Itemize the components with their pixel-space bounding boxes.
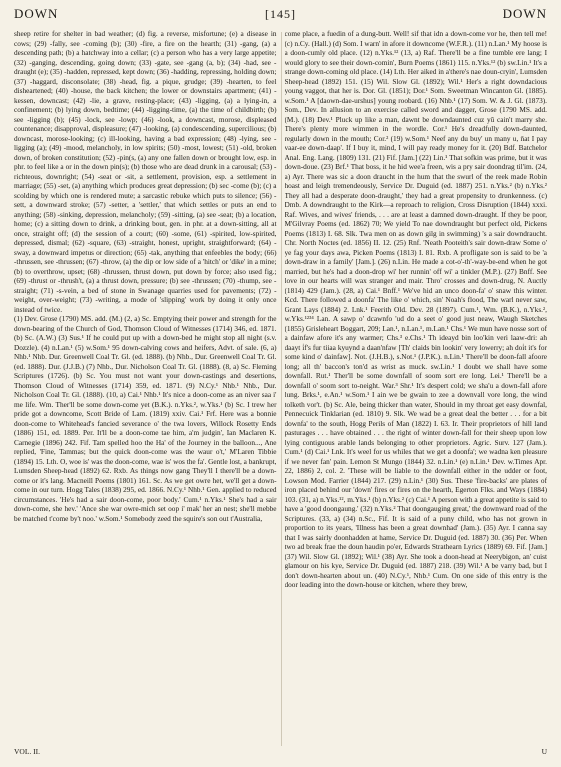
page-number: [145] <box>265 7 296 21</box>
page-footer <box>14 747 547 759</box>
header-left-title: DOWN <box>14 6 59 21</box>
left-column-paragraph: (1) Dev. Grose (1790) MS. add. (M.) (2, a) Sc. Emptying their power and strength for the down-bearing of the Church of God, Thomson Cloud of Witnesses (1714) 346, ed. 1871. (b) Sc. (A.W.) (3) Sus.¹ If he could put up with a down-bed he might stop all night (s.v. Dozzle). (4) n.Lan.¹ (5) w.Som.¹ 95 down-calving cows and heifers, Advt. of sale. (6, a) Nhb.¹ Nhb. Dur. Greenwell Coal Tr. Gl. (ed. 1888). (b) Nhb., Dur. Greenwell Coal Tr. Gl. (ed. 1888). Dur. (J.J.B.) (7) Nhb., Dur. Nicholson Coal Tr. Gl. (1888). (8, a) Sc. Fleming Scriptures (1726). (b) Sc. You must not want your down-castings and desertions, Thomson Cloud of Witnesses (1714) 359, ed. 1871. (9) N.Cy.¹ Nhb.¹ Nhb., Dur. Nicholson Coal Tr. Gl. (1888). (10, a) Cai.¹ Nhb.¹ It's nice a doon-come as an niver saa i' me life. Wm. Ther'll be some down-come yet (B.K.). n.Yks.², w.Yks.¹ (b) Sc. I trew her pride got a downcome, Scott Bride of Lam. (1819) xxiv. Cai.¹ Frf. Here was a bonnie doon-come to Whitehead's fancied severance o' the twa lovers, Willock Rosetty Ends (1886) 151, ed. 1889. Per. It'll be a doon-come tae him, a'm judgin', Ian Maclaren K. Carnegie (1896) 242. Fif. Tam spelled hoo the Ha' of the Journey in the balloon..., Ane replied, 'Fine, Tammas; but the quick doon-come was the waur o't,' M'Laren Tibbie (1894) 15. Lth. O, woe is' was the doon-come, wae is' wos the fa'. Gentle lost, a bankrupt, Lumsden Sheep-head (1892) 62. Rxb. As things now gang They'll I there'll be a down-come or it's lang. Macneill Poems (1801) 161. Sc. As we get owre het, we'll get a down-come in our turn. Hogg Tales (1838) 295, ed. 1866. N.Cy.¹ Nhb.¹ Gen. applied to reduced circumstances. 'He's had a sair doon-come, poor body.' Cum.¹ n.Yks.¹ She's had a sair down-come, she hev.' 'Ance she war owre-mich set oop i' mak' her an nest; she'll mebbe be matched t'come by't noo.' w.Som.¹ Somebody zeed the squire's son out t'Australia, <box>14 314 277 523</box>
column-divider <box>281 32 282 746</box>
signature-mark: U <box>541 747 547 756</box>
left-column <box>14 29 277 755</box>
right-column-paragraph: come place, a fuedin of a dung-butt. Well! sif that idn a down-come vor he, then tell me! (c) n.Cy. (Hall.) (d) Som. I warn' in afore it downcome (W.F.R.). (11) n.Lan.¹ My hoose is a doon-cumly old place. (12) n.Yks.¹² (13, a) Raf. There'll be a fine tumble ere lang; I would glory to see their down-comin', Burn Poems (1861) 115. n.Yks.¹² (b) sw.Lin.¹ It's a strange down-coming old place. (14) Lth. Her aiked in a'there's nae doun-cryin', Lumsden Sheep-head (1892) 151. (15) Wil. Slow Gl. (1892); Wil.¹ Her's a right downdacious young vaggot, that her is. Dor. Gl. (1851); Dor.¹ Som. Sweetman Wincanton Gl. (1885). w.Som.¹ A [daown-dae-urshus] young roobard. (16) Nhb.¹ (17) Som. W. & J. Gl. (1873). Som., Dev. In allusion to an exercise called sword and dagger, Grose (1790 MS. add. (M.). (18) Dev.¹ Pluck up like a man, dawnt be downdaunted cuz yū cain't marry she. There's plenty more wimmen in the wordle. Cor.¹ He's dreadfully down-daunted, regularly down in the mouth; Cor.² (19) w.Som.¹ Neef any du buy' un many u, n̄at I pay vaar-ee down-daap'. If I buy it, mind, I will pay ready money for it. (20) Bdf. Batchelor Anal. Eng. Lang. (1809) 131. (21) Fif. [Jam.] (22) Lin.¹ That sofkin was prime, but it was down-doue. (23) Brf.¹ That boss, it he hid wee'a freen, wis a pry sair doondrag til'im. (24, a) Ayr. There was sic a doon draucht in the hum that the swurl of the reek made Robin hoast and leigh tremendeously, Service Dr. Duguid (ed. 1887) 251. n.Yks.² (b) n.Yks.² They all had a desperate doon-draught,' they had a great propensity to drunkenness. (c) Dmb. A downdraught to the Kirk—a reproach to religion, Cross Disruption (1844) xxxi. Raf. Wives, and wives' friends, . . . are at least a damned down-draught. If they be poor, M'Gilvray Poems (ed. 1862) 70; We yield To nae downdraught but perfect old, Pickens Poems (1813) I. 68. Slk. Twa men on as down gilg in swimming) 's a sair downdraucht. Chr. North Noctes (ed. 1856) II. 12. (25) Rnf. 'Neath Pooteith's sair down-draw Some o' ye fag your days awa, Picken Poems (1813) I. 81. Rxb. A profligate son is said to be 'a down-draw in a family' [Jam.]. (26) n.Lin. He made a cot-o'-th'-way-be-end when he got married, but he's had a doon-drop wi' her runnin' off wi' a tinkler (M.P.). (27) Bnff. See love in our hearts will wax stranger and mair. Thro' crosses and down-drug, N. Auctly (1814) 429 (Jam.). (28, a) Cai.¹ Bnff.¹ We've hid an unco doon-fa' o' snaw this winter. Kcd. There followed a doonfa' The like o' which, sin' Noah's flood, The warl never saw, Grant Lays (1884) 2. Lnk.¹ Feerith Old. Dev. 28 (1897). Cum.¹, Wm. (B.K.), n.Yks.², w.Yks.¹²³⁴ Lan. A sawp o' dcawnfo 'ud do a seet o' good just neaw, Waugh Sketches (1855) Grisleheart Boggart, 209; Lan.¹, n.Lan.¹, m.Lan.¹ Chs.¹ We mun have nosse sort of a dainfaw afore it's any warmer; Chs.³ e.Chs.¹ Th ideayd bin loo'kin veri laaw-dri: ah daayt i̇f's fur tiiaa kyuynd a daan'nfaw [Th' claids bin lookin' very lowerry; ah doi̇t it's for some kind o' dainfaw]. Not. (J.H.B.), s.Not.¹ (J.P.K.). n.Lin.¹ There'll be doon-fall afoore long; all th' baccon's ton'd as wrist as muck. sw.Lin.¹ I doubt we shall have some downfall. Rut.¹ Ther'll be some downfall of soom sort ere long. Lei.¹ There'll be a downfall o' soom sort to-neight. War.³ Shr.¹ It's despert cold; we sha'u a down-fall afore lung. Brks.¹, e.An.¹ w.Som.¹ I ain we be gwain to zee a downvall vore long, the wind tolketh vor't. (b) Sc. Ale, being thicker than water, Should in my throat get easy downfal, Pennecuick Tinklarian (ed. 1810) 9. Slk. We wad be a great deal the better . . . for a bit downfa' to the south, Hogg Perils of Man (1822) I. 63. Ir. Their proprietors of hill land pasturages . . . have obtained . . . the right of winter down-fall for their sheep upon low lying contiguous arable lands belonging to other proprietors. Agric. Surv. 127 (Jam.). Cum.¹ (d) Cai.¹ Lnk. It's weel for us whiles that we get a doonfa'; we wadna ken pleasure if we never fan' pain. Lemon St Mungo (1844) 32. n.Lin.¹ (e) n.Lin.¹ Dev. w.Times Apr. 22, 1886) 2, col. 2. 'These will be liable to the downfall either in the udder or foot, Lowson Mod. Farrier (1844) 217. (29) n.Lin.¹ (30) Sus. These 'fire-backs' are plates of iron placed behind our 'down' fires or fires on the hearth, Egerton Flks. and Ways (1884) 103. (31, a) n.Yks.¹², m.Yks.¹ (b) n.Yks.² (c) Cai.¹ A person with a great appetite is said to have a 'good doongaung.' (32) n.Yks.² That doongauging great,' the downward road of the Scriptures. (33, a) (34) n.Sc., Fif. It is said of a puny child, who has not grown in proportion to its years, 'Illness has been a great downhad' (Jam.). (35) Ayr. I canna say that I was sairly doonhadden at hame, Service Dr. Duguid (ed. 1887) 30. (36) Per. When two ad break frae the doun haudin po'er, Edwards Strathearn Lyrics (1889) 69. Fif. [Jam.] (37) Wil. Slow Gl. (1892); Wil.¹ (38) Ayr. She took a doon-head at Neerybigon, an' cuist glamour on his kye, Service Dr. Duguid (ed. 1887) 218. (39) Wil.¹ A be varry bad, but I don't down-hearten about un. (40) N.Cy.¹, Nhb.¹ Cum. On one side of this entry is the door leading into the down-house or kitchen, where they brew, <box>284 29 547 589</box>
running-header <box>14 6 547 24</box>
header-right-title: DOWN <box>502 6 547 21</box>
right-column <box>285 29 548 755</box>
left-column-paragraph: sheep retire for shelter in bad weather; (d) fig. a reverse, misfortune; (e) a disease in cows; (29) -fally, see -coming (b); (30) -fire, a fire on the hearth; (31) -gang, (a) a descending path; (b) a hatchway into a cellar; (c) a person who has a very large appetite; (32) -ganging, descending, going down; (33) -gate, see -gang (a, b); (34) -had, see -draught (e); (35) -hadden, repressed, kept down; (36) -hadding, repressing, holding down; (37) -haggard, disconsolate; (38) -head, fig. a pique, grudge; (39) -hearten, to feel disheartened; (40) -house, the back kitchen; the lower or downstairs apartment; (41) -kessen, downcast; (42) -lie, a grave, resting-place; (43) -ligging, (a) a lying-in, a confinement; (b) lying down, bedtime; (44) -ligging-time, (a) the time of childbirth; (b) see -ligging (b); (45) -lock, see -lowp; (46) -look, a downcast, morose, displeased countenance; disapproval, displeasure; (47) -looking, (a) condescending, supercilious; (b) downcast, morose-looking; (c) ill-looking, having a bad expression; (48) -lying, see -ligging (a); (49) -mood, melancholy, in low spirits; (50) -most, lowest; (51) -old, broken down, of broken constitution; (52) -pin(s, (a) any one fallen down or brought low, esp. in phr. to feel like a or in the down pin(s); (b) those who are dead drunk in a carousal; (53) -richteous, downright; (54) -seat or -sit, a settlement, provision, esp. a settlement in marriage; (55) -set, (a) anything which produces great depression; (b) sec -come (b); (c) a scolding by which one is rendered mute; a sarcastic rebuke which puts to silence; (56) -sett, a downward stroke; (57) -setter, a 'settler,' that which settles or puts an end to anything; (58) -sinking, depression, melancholy; (59) -sitting, (a) see -seat; (b) a location, home; (c) a sitting down to drink, a drinking bout, gen. in phr. at a down-sitting, all at once, straight off; (d) the session of a court; (60) -some, (61) -spirited, low-spirited, depressed, dismal; (62) -square, (63) -straight, honest, upright, straightforward; (64) -sway, a downward impetus or direction; (65) -tak, anything that enfeebles the body; (66) -thrussen, see -thrussen; (67) -throw, (a) the dip or low side of a 'hitch' or 'dike' in a mine; (b) to overthrow, upset; (68) -thrussen, thrust down, put down by force; also used fig.; (69) -thrust or -thrush't, (a) a thrust down, pressure; (b) see -thrussen; (70) -thump, see -straight; (71) -s-vein, a bed of stone in Swanage quarries used for pavements; (72) -weight, over-weight; (73) -writing, a mode of 'slipping' work by doing it only once instead of twice. <box>14 29 277 314</box>
volume-label: VOL. II. <box>14 747 41 756</box>
